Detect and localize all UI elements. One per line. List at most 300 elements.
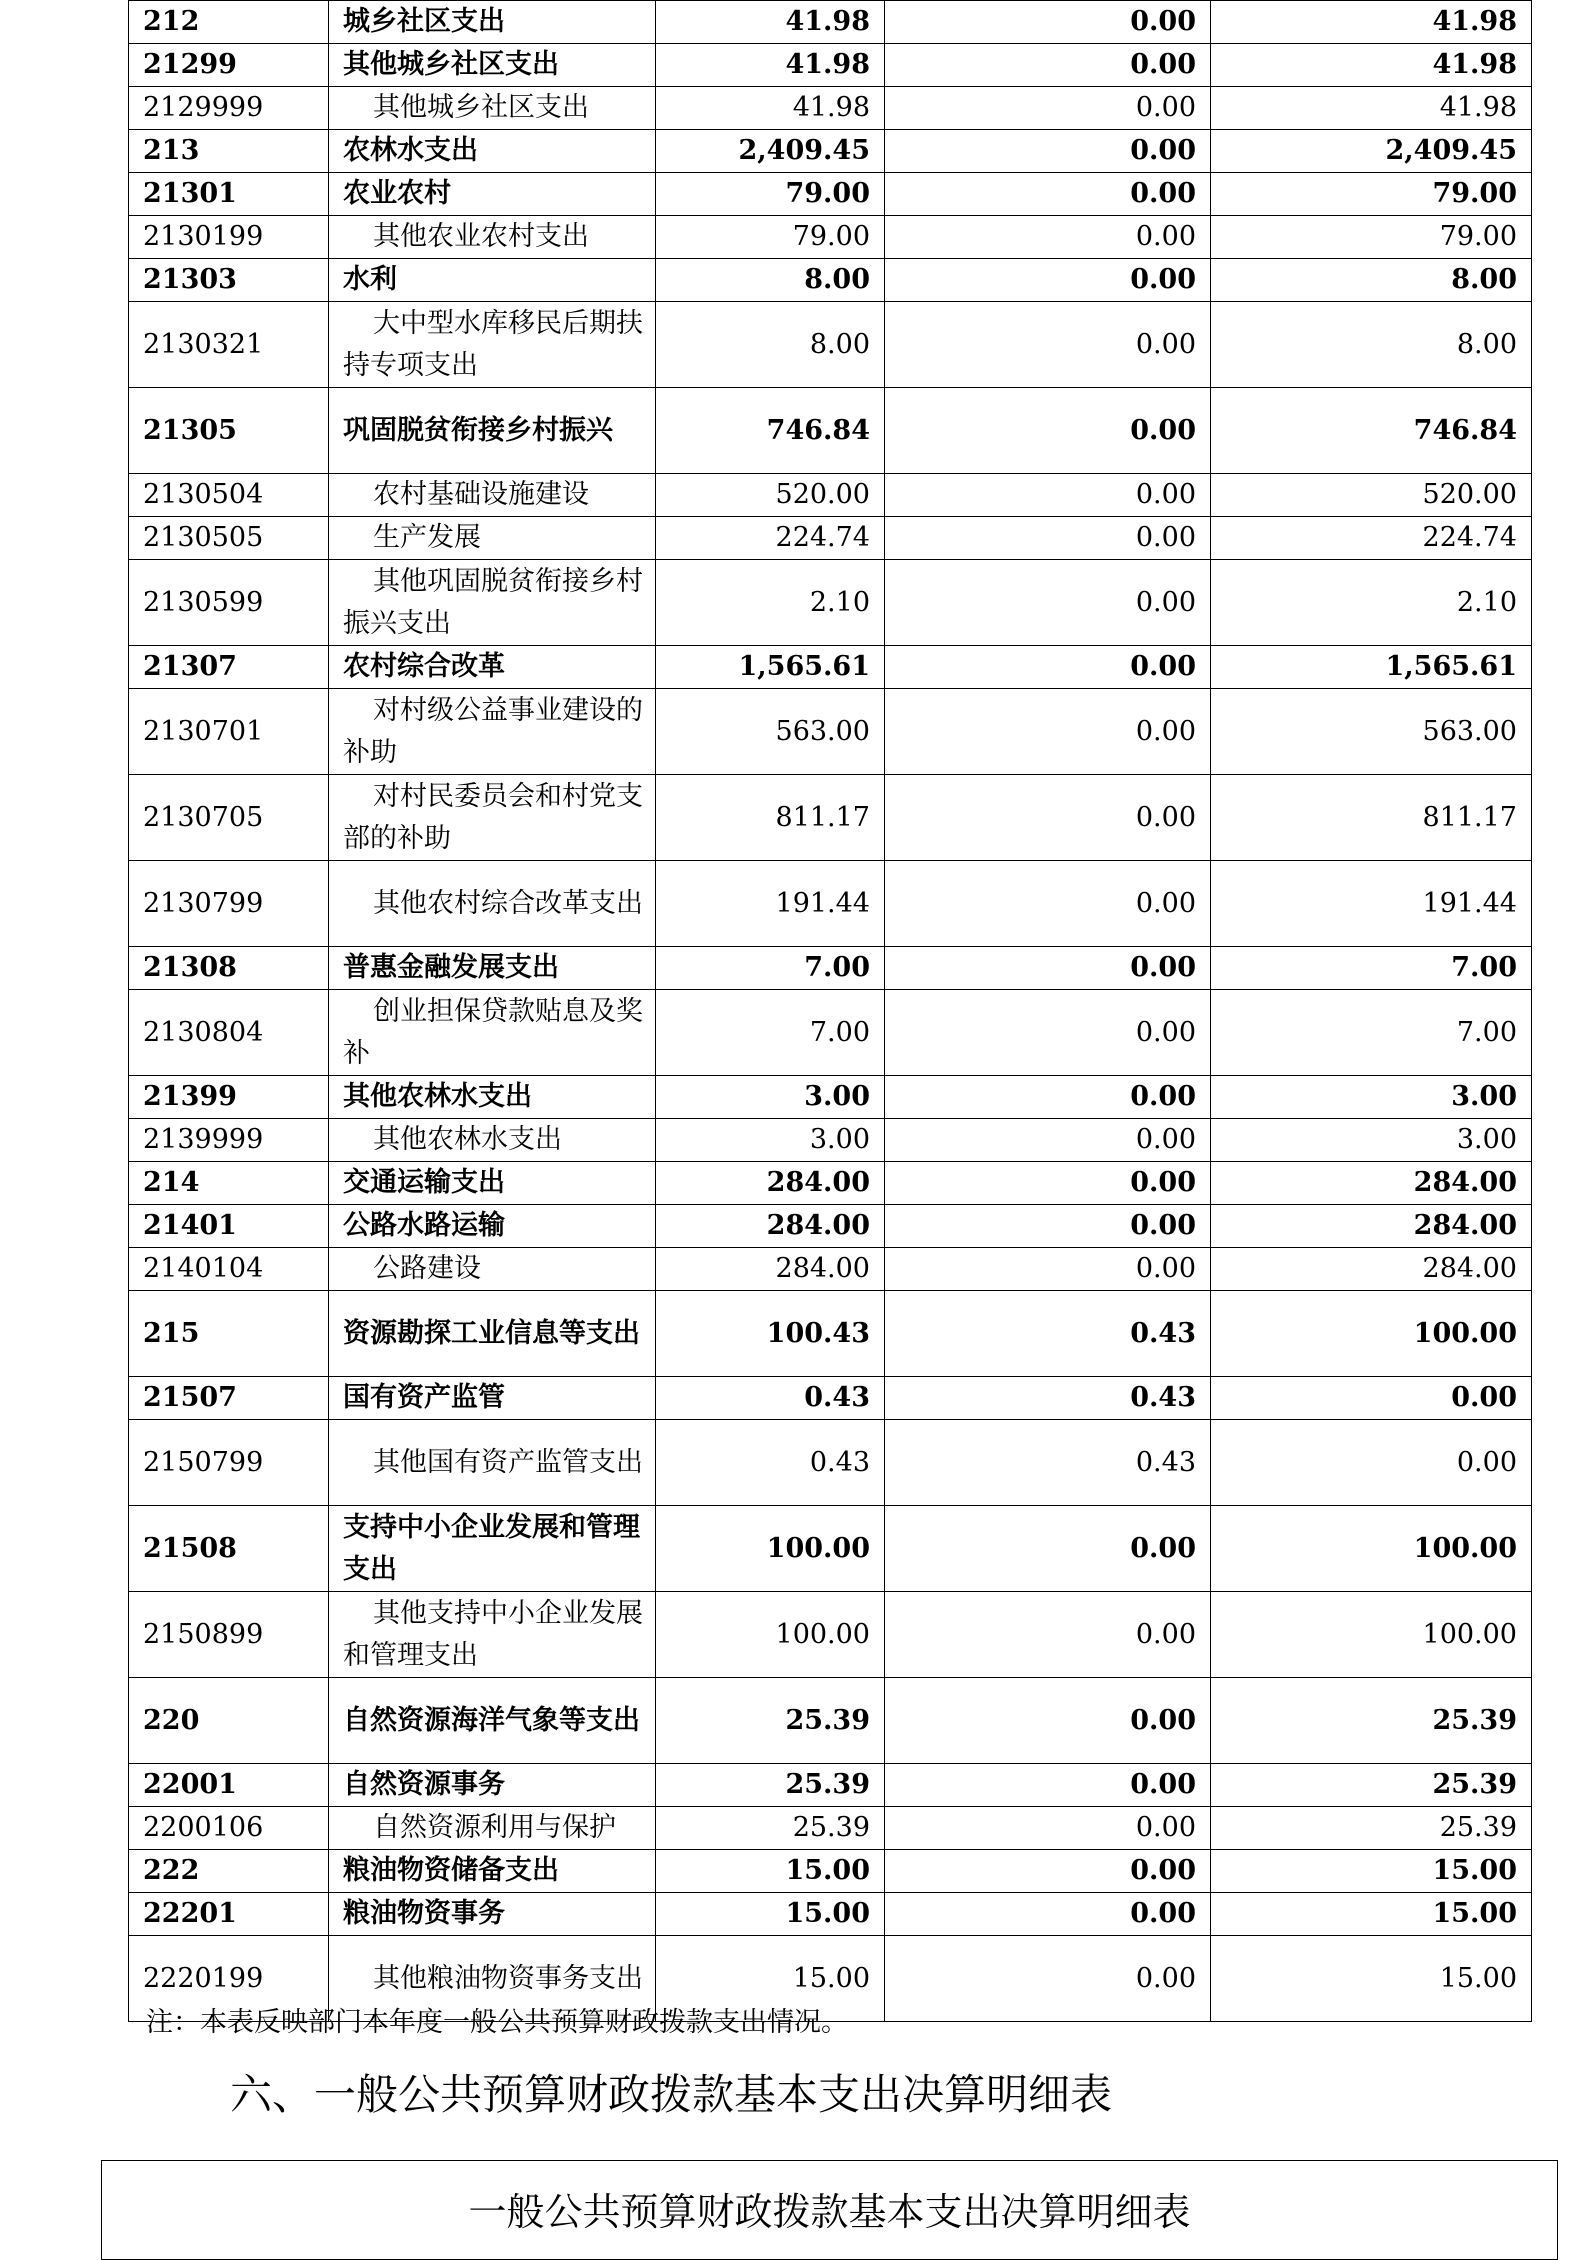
cell-project-text: 284.00 — [1422, 1253, 1517, 1284]
cell-name — [329, 1119, 656, 1162]
cell-basic — [885, 689, 1211, 775]
cell-basic — [885, 1506, 1211, 1592]
cell-total — [656, 1678, 885, 1764]
cell-basic — [885, 1162, 1211, 1205]
cell-code — [129, 861, 329, 947]
cell-name — [329, 216, 656, 259]
cell-code-text: 2140104 — [143, 1253, 264, 1284]
cell-name-text: 生产发展 — [373, 522, 481, 553]
cell-project-text: 191.44 — [1422, 887, 1517, 919]
cell-code-text: 215 — [143, 1317, 200, 1349]
cell-total-text: 7.00 — [804, 952, 870, 983]
cell-project — [1211, 775, 1532, 861]
cell-name-text: 公路建设 — [373, 1253, 481, 1284]
cell-name — [329, 1592, 656, 1678]
cell-project — [1211, 646, 1532, 689]
cell-basic — [885, 474, 1211, 517]
cell-project — [1211, 1291, 1532, 1377]
cell-total — [656, 1076, 885, 1119]
cell-basic — [885, 44, 1211, 87]
cell-code-text: 2130701 — [143, 715, 264, 747]
cell-code — [129, 302, 329, 388]
cell-code-text: 2139999 — [143, 1124, 264, 1155]
cell-name-text: 其他农林水支出 — [373, 1124, 562, 1155]
cell-total — [656, 130, 885, 173]
expenditure-table — [128, 0, 1532, 2022]
cell-basic-text: 0.00 — [1130, 1081, 1196, 1112]
cell-project-text: 41.98 — [1439, 92, 1517, 123]
cell-project — [1211, 1162, 1532, 1205]
cell-project-text: 100.00 — [1413, 1532, 1517, 1564]
cell-basic — [885, 1291, 1211, 1377]
table-row — [129, 130, 1532, 173]
cell-name-text: 对村级公益事业建设的补助 — [343, 694, 643, 768]
table-row — [129, 1076, 1532, 1119]
table-row — [129, 388, 1532, 474]
cell-code — [129, 1420, 329, 1506]
cell-total-text: 25.39 — [785, 1769, 870, 1800]
cell-project — [1211, 1, 1532, 44]
cell-total — [656, 560, 885, 646]
cell-basic-text: 0.00 — [1130, 1167, 1196, 1198]
cell-project — [1211, 861, 1532, 947]
cell-name-text: 其他城乡社区支出 — [343, 49, 559, 80]
cell-code-text: 2130599 — [143, 586, 264, 618]
cell-basic-text: 0.00 — [1135, 715, 1196, 747]
cell-name-text: 粮油物资事务 — [343, 1898, 505, 1929]
cell-name-text: 大中型水库移民后期扶持专项支出 — [343, 307, 643, 381]
cell-total — [656, 1764, 885, 1807]
cell-basic-text: 0.00 — [1135, 92, 1196, 123]
cell-project-text: 224.74 — [1422, 522, 1517, 553]
cell-code-text: 2220199 — [143, 1962, 264, 1994]
cell-basic — [885, 1936, 1211, 2022]
cell-code — [129, 216, 329, 259]
cell-basic-text: 0.00 — [1135, 1124, 1196, 1155]
cell-project — [1211, 560, 1532, 646]
table-row — [129, 861, 1532, 947]
cell-basic-text: 0.00 — [1135, 1016, 1196, 1048]
cell-code — [129, 130, 329, 173]
cell-project-text: 41.98 — [1432, 49, 1517, 80]
cell-code-text: 21299 — [143, 49, 237, 80]
cell-total — [656, 1291, 885, 1377]
cell-project — [1211, 216, 1532, 259]
cell-code — [129, 1162, 329, 1205]
cell-total — [656, 1205, 885, 1248]
cell-code — [129, 517, 329, 560]
cell-total-text: 41.98 — [792, 92, 870, 123]
cell-name — [329, 302, 656, 388]
table-row — [129, 1764, 1532, 1807]
cell-project — [1211, 1377, 1532, 1420]
cell-total — [656, 646, 885, 689]
cell-code-text: 2130321 — [143, 328, 264, 360]
cell-code-text: 21305 — [143, 414, 237, 446]
cell-code — [129, 44, 329, 87]
cell-name — [329, 990, 656, 1076]
cell-name-text: 其他粮油物资事务支出 — [373, 1962, 643, 1994]
cell-basic — [885, 1592, 1211, 1678]
cell-basic-text: 0.00 — [1135, 479, 1196, 510]
cell-name — [329, 1850, 656, 1893]
cell-total-text: 746.84 — [766, 414, 870, 446]
cell-total — [656, 1807, 885, 1850]
cell-project-text: 100.00 — [1413, 1317, 1517, 1349]
cell-project — [1211, 388, 1532, 474]
cell-project — [1211, 1248, 1532, 1291]
cell-basic-text: 0.43 — [1135, 1446, 1196, 1478]
cell-code-text: 21303 — [143, 264, 237, 295]
cell-project-text: 0.00 — [1451, 1382, 1517, 1413]
cell-code — [129, 775, 329, 861]
cell-project — [1211, 1592, 1532, 1678]
cell-code-text: 21308 — [143, 952, 237, 983]
cell-total-text: 100.43 — [766, 1317, 870, 1349]
cell-basic — [885, 1893, 1211, 1936]
cell-code-text: 2129999 — [143, 92, 264, 123]
cell-code-text: 21399 — [143, 1081, 237, 1112]
cell-code-text: 21401 — [143, 1210, 237, 1241]
cell-project-text: 15.00 — [1432, 1855, 1517, 1886]
cell-code — [129, 1248, 329, 1291]
cell-project — [1211, 1936, 1532, 2022]
cell-basic — [885, 259, 1211, 302]
cell-code — [129, 1205, 329, 1248]
cell-total-text: 8.00 — [804, 264, 870, 295]
cell-basic — [885, 1119, 1211, 1162]
cell-project — [1211, 259, 1532, 302]
cell-basic-text: 0.00 — [1130, 414, 1196, 446]
cell-total-text: 191.44 — [775, 887, 870, 919]
cell-project — [1211, 1506, 1532, 1592]
cell-name-text: 巩固脱贫衔接乡村振兴 — [343, 414, 613, 446]
cell-project-text: 79.00 — [1439, 221, 1517, 252]
cell-project-text: 1,565.61 — [1385, 651, 1517, 682]
cell-project-text: 2.10 — [1456, 586, 1517, 618]
cell-name — [329, 861, 656, 947]
cell-name — [329, 560, 656, 646]
table-row — [129, 474, 1532, 517]
cell-basic-text: 0.00 — [1135, 1812, 1196, 1843]
cell-basic — [885, 947, 1211, 990]
cell-total-text: 79.00 — [785, 178, 870, 209]
table-row — [129, 1678, 1532, 1764]
cell-project-text: 25.39 — [1439, 1812, 1517, 1843]
cell-basic — [885, 130, 1211, 173]
cell-basic — [885, 560, 1211, 646]
cell-code-text: 2150799 — [143, 1446, 264, 1478]
cell-code — [129, 1119, 329, 1162]
cell-code — [129, 1377, 329, 1420]
cell-total — [656, 517, 885, 560]
cell-total-text: 25.39 — [792, 1812, 870, 1843]
cell-name — [329, 173, 656, 216]
next-table-title: 一般公共预算财政拨款基本支出决算明细表 — [468, 2190, 1191, 2234]
cell-project — [1211, 689, 1532, 775]
cell-total-text: 41.98 — [785, 6, 870, 37]
cell-name-text: 资源勘探工业信息等支出 — [343, 1317, 640, 1349]
cell-project — [1211, 1764, 1532, 1807]
cell-name-text: 农村综合改革 — [343, 651, 505, 682]
cell-project-text: 8.00 — [1451, 264, 1517, 295]
cell-code — [129, 1893, 329, 1936]
table-row — [129, 1291, 1532, 1377]
cell-total — [656, 1248, 885, 1291]
cell-code — [129, 87, 329, 130]
cell-name-text: 创业担保贷款贴息及奖补 — [343, 995, 643, 1069]
cell-basic-text: 0.00 — [1135, 1962, 1196, 1994]
cell-total — [656, 990, 885, 1076]
cell-name — [329, 259, 656, 302]
cell-name-text: 交通运输支出 — [343, 1167, 505, 1198]
cell-name — [329, 1506, 656, 1592]
cell-total-text: 79.00 — [792, 221, 870, 252]
cell-total-text: 284.00 — [775, 1253, 870, 1284]
cell-name — [329, 1076, 656, 1119]
table-row — [129, 1807, 1532, 1850]
cell-basic-text: 0.00 — [1135, 586, 1196, 618]
cell-total-text: 15.00 — [785, 1898, 870, 1929]
cell-basic-text: 0.00 — [1130, 264, 1196, 295]
table-row — [129, 44, 1532, 87]
cell-code — [129, 560, 329, 646]
cell-basic-text: 0.00 — [1130, 135, 1196, 166]
table-body — [129, 1, 1532, 2022]
cell-total — [656, 861, 885, 947]
cell-total-text: 3.00 — [809, 1124, 870, 1155]
cell-name-text: 水利 — [343, 264, 397, 295]
cell-project — [1211, 173, 1532, 216]
cell-basic-text: 0.00 — [1130, 1704, 1196, 1736]
cell-total — [656, 1592, 885, 1678]
cell-name — [329, 388, 656, 474]
cell-basic-text: 0.43 — [1130, 1382, 1196, 1413]
cell-name — [329, 1291, 656, 1377]
cell-project — [1211, 87, 1532, 130]
cell-basic-text: 0.00 — [1130, 1769, 1196, 1800]
cell-project — [1211, 517, 1532, 560]
cell-total — [656, 1850, 885, 1893]
cell-basic-text: 0.00 — [1135, 522, 1196, 553]
cell-code-text: 222 — [143, 1855, 200, 1886]
cell-code-text: 2130505 — [143, 522, 264, 553]
cell-code — [129, 1506, 329, 1592]
cell-total — [656, 1, 885, 44]
cell-code — [129, 689, 329, 775]
cell-code — [129, 1, 329, 44]
cell-name-text: 粮油物资储备支出 — [343, 1855, 559, 1886]
cell-name — [329, 689, 656, 775]
cell-total — [656, 1119, 885, 1162]
cell-name-text: 普惠金融发展支出 — [343, 952, 559, 983]
cell-project-text: 284.00 — [1413, 1167, 1517, 1198]
table-note: 注：本表反映部门本年度一般公共预算财政拨款支出情况。 — [146, 2007, 848, 2038]
cell-total-text: 25.39 — [785, 1704, 870, 1736]
cell-name-text: 其他城乡社区支出 — [373, 92, 589, 123]
cell-name — [329, 1205, 656, 1248]
cell-code-text: 214 — [143, 1167, 200, 1198]
cell-code — [129, 388, 329, 474]
cell-project — [1211, 1420, 1532, 1506]
cell-name — [329, 1807, 656, 1850]
cell-name-text: 其他支持中小企业发展和管理支出 — [343, 1597, 643, 1671]
cell-name — [329, 1248, 656, 1291]
cell-name — [329, 517, 656, 560]
cell-total-text: 811.17 — [775, 801, 870, 833]
cell-total — [656, 689, 885, 775]
cell-total — [656, 474, 885, 517]
cell-total — [656, 775, 885, 861]
cell-code — [129, 474, 329, 517]
cell-name — [329, 646, 656, 689]
cell-code — [129, 173, 329, 216]
cell-total — [656, 947, 885, 990]
cell-total — [656, 1162, 885, 1205]
cell-basic — [885, 1, 1211, 44]
cell-name-text: 其他农业农村支出 — [373, 221, 589, 252]
cell-basic-text: 0.00 — [1135, 1253, 1196, 1284]
table-row — [129, 1119, 1532, 1162]
cell-project — [1211, 1119, 1532, 1162]
cell-total-text: 284.00 — [766, 1167, 870, 1198]
cell-name-text: 对村民委员会和村党支部的补助 — [343, 780, 643, 854]
cell-basic-text: 0.00 — [1130, 1532, 1196, 1564]
cell-code — [129, 1678, 329, 1764]
cell-name-text: 支持中小企业发展和管理支出 — [343, 1511, 640, 1585]
cell-code-text: 21307 — [143, 651, 237, 682]
cell-total-text: 3.00 — [804, 1081, 870, 1112]
cell-basic — [885, 1076, 1211, 1119]
cell-name-text: 自然资源利用与保护 — [373, 1812, 616, 1843]
cell-project — [1211, 44, 1532, 87]
cell-code-text: 2200106 — [143, 1812, 264, 1843]
cell-basic — [885, 990, 1211, 1076]
cell-project — [1211, 302, 1532, 388]
cell-basic — [885, 1248, 1211, 1291]
table-row — [129, 216, 1532, 259]
cell-name — [329, 1764, 656, 1807]
cell-project — [1211, 990, 1532, 1076]
cell-code-text: 2130804 — [143, 1016, 264, 1048]
cell-basic-text: 0.00 — [1130, 952, 1196, 983]
cell-total-text: 15.00 — [792, 1962, 870, 1994]
cell-project-text: 3.00 — [1456, 1124, 1517, 1155]
cell-project-text: 746.84 — [1413, 414, 1517, 446]
cell-total — [656, 302, 885, 388]
table-row — [129, 947, 1532, 990]
cell-total — [656, 1506, 885, 1592]
cell-name-text: 城乡社区支出 — [343, 6, 505, 37]
cell-basic — [885, 216, 1211, 259]
cell-code — [129, 947, 329, 990]
table-row — [129, 1377, 1532, 1420]
cell-project-text: 8.00 — [1456, 328, 1517, 360]
section-heading: 六、一般公共预算财政拨款基本支出决算明细表 — [230, 2070, 1113, 2119]
cell-code-text: 21301 — [143, 178, 237, 209]
cell-project — [1211, 1893, 1532, 1936]
cell-name — [329, 130, 656, 173]
cell-code — [129, 990, 329, 1076]
cell-name — [329, 1420, 656, 1506]
table-row — [129, 1162, 1532, 1205]
table-row — [129, 1, 1532, 44]
cell-name-text: 农业农村 — [343, 178, 451, 209]
cell-total — [656, 1377, 885, 1420]
cell-total — [656, 1420, 885, 1506]
cell-basic — [885, 1420, 1211, 1506]
cell-code-text: 21507 — [143, 1382, 237, 1413]
cell-project-text: 7.00 — [1451, 952, 1517, 983]
cell-total — [656, 87, 885, 130]
cell-code — [129, 646, 329, 689]
table-row — [129, 1205, 1532, 1248]
cell-total — [656, 1893, 885, 1936]
cell-name-text: 公路水路运输 — [343, 1210, 505, 1241]
cell-basic-text: 0.00 — [1130, 1898, 1196, 1929]
cell-name — [329, 87, 656, 130]
cell-total-text: 1,565.61 — [738, 651, 870, 682]
cell-name — [329, 1, 656, 44]
cell-code — [129, 1764, 329, 1807]
cell-project-text: 15.00 — [1439, 1962, 1517, 1994]
cell-name — [329, 1893, 656, 1936]
cell-total — [656, 259, 885, 302]
cell-total-text: 100.00 — [775, 1618, 870, 1650]
cell-basic — [885, 775, 1211, 861]
cell-project-text: 7.00 — [1456, 1016, 1517, 1048]
cell-code-text: 2130705 — [143, 801, 264, 833]
cell-total-text: 100.00 — [766, 1532, 870, 1564]
cell-project-text: 2,409.45 — [1385, 135, 1517, 166]
cell-project-text: 520.00 — [1422, 479, 1517, 510]
cell-project-text: 563.00 — [1422, 715, 1517, 747]
cell-total-text: 2,409.45 — [738, 135, 870, 166]
cell-total-text: 7.00 — [809, 1016, 870, 1048]
cell-total-text: 224.74 — [775, 522, 870, 553]
cell-code-text: 212 — [143, 6, 200, 37]
table-row — [129, 646, 1532, 689]
table-row — [129, 1420, 1532, 1506]
cell-project — [1211, 1850, 1532, 1893]
cell-name — [329, 44, 656, 87]
cell-basic-text: 0.00 — [1135, 887, 1196, 919]
cell-code-text: 213 — [143, 135, 200, 166]
cell-basic-text: 0.00 — [1135, 801, 1196, 833]
cell-project — [1211, 1807, 1532, 1850]
cell-basic-text: 0.00 — [1135, 1618, 1196, 1650]
cell-project — [1211, 1076, 1532, 1119]
cell-total-text: 0.43 — [804, 1382, 870, 1413]
cell-project — [1211, 1678, 1532, 1764]
cell-basic — [885, 646, 1211, 689]
cell-code-text: 2130504 — [143, 479, 264, 510]
cell-code — [129, 1076, 329, 1119]
cell-code-text: 2150899 — [143, 1618, 264, 1650]
cell-total-text: 15.00 — [785, 1855, 870, 1886]
table-row — [129, 689, 1532, 775]
table-row — [129, 1592, 1532, 1678]
table-row — [129, 1850, 1532, 1893]
cell-name — [329, 775, 656, 861]
cell-total-text: 0.43 — [809, 1446, 870, 1478]
cell-basic-text: 0.43 — [1130, 1317, 1196, 1349]
cell-project-text: 284.00 — [1413, 1210, 1517, 1241]
cell-total — [656, 216, 885, 259]
cell-total-text: 41.98 — [785, 49, 870, 80]
table-row — [129, 1506, 1532, 1592]
cell-total-text: 284.00 — [766, 1210, 870, 1241]
